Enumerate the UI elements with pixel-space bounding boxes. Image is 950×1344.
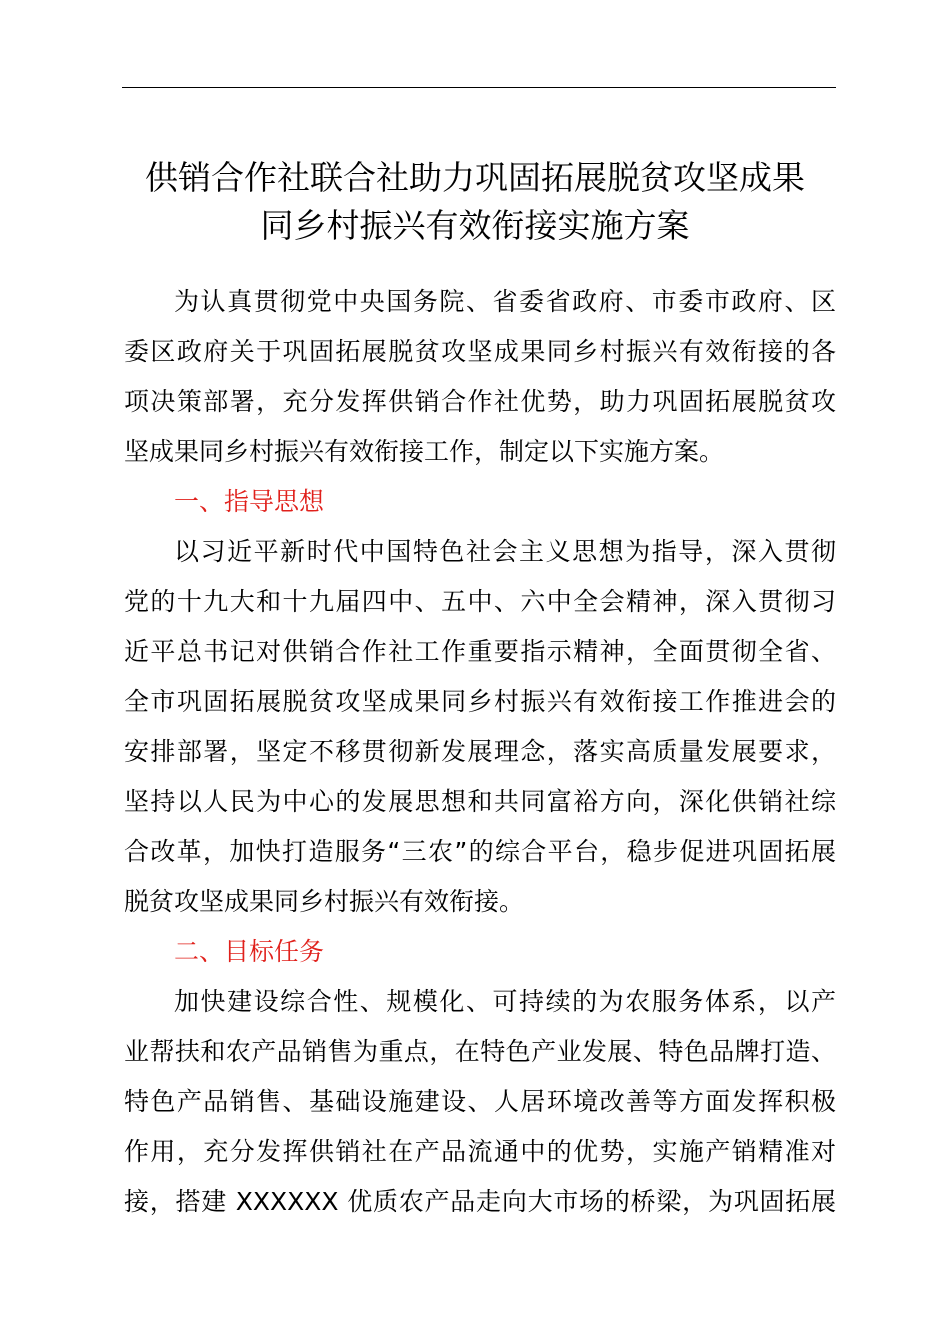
section1-line: 以习近平新时代中国特色社会主义思想为指导，深入贯彻 (174, 537, 836, 566)
section-heading-guiding-ideology: 一、指导思想 (174, 487, 325, 516)
section2-line: 加快建设综合性、规模化、可持续的为农服务体系，以产 (174, 987, 836, 1016)
section2-line: 特色产品销售、基础设施建设、人居环境改善等方面发挥积极 (124, 1087, 836, 1116)
section-heading-target-tasks: 二、目标任务 (174, 937, 325, 966)
document-title-line-2: 同乡村振兴有效衔接实施方案 (260, 206, 690, 245)
section1-line: 坚持以人民为中心的发展思想和共同富裕方向，深化供销社综 (124, 787, 836, 816)
section1-line: 安排部署，坚定不移贯彻新发展理念，落实高质量发展要求， (124, 737, 836, 766)
intro-line: 坚成果同乡村振兴有效衔接工作，制定以下实施方案。 (124, 437, 725, 466)
section2-line: 作用，充分发挥供销社在产品流通中的优势，实施产销精准对 (124, 1137, 836, 1166)
section1-line: 全市巩固拓展脱贫攻坚成果同乡村振兴有效衔接工作推进会的 (124, 687, 836, 716)
section2-line: 接，搭建 XXXXXX 优质农产品走向大市场的桥梁，为巩固拓展 (124, 1187, 836, 1216)
section1-line: 脱贫攻坚成果同乡村振兴有效衔接。 (124, 887, 525, 916)
section2-line: 业帮扶和农产品销售为重点，在特色产业发展、特色品牌打造、 (124, 1037, 836, 1066)
intro-line: 项决策部署，充分发挥供销合作社优势，助力巩固拓展脱贫攻 (124, 387, 836, 416)
section1-line: 党的十九大和十九届四中、五中、六中全会精神，深入贯彻习 (124, 587, 836, 616)
header-rule (122, 87, 836, 88)
section1-line: 合改革，加快打造服务“三农”的综合平台，稳步促进巩固拓展 (124, 837, 836, 866)
intro-line: 为认真贯彻党中央国务院、省委省政府、市委市政府、区 (174, 287, 836, 316)
section1-line: 近平总书记对供销合作社工作重要指示精神，全面贯彻全省、 (124, 637, 836, 666)
intro-line: 委区政府关于巩固拓展脱贫攻坚成果同乡村振兴有效衔接的各 (124, 337, 836, 366)
document-title-line-1: 供销合作社联合社助力巩固拓展脱贫攻坚成果 (145, 158, 805, 197)
